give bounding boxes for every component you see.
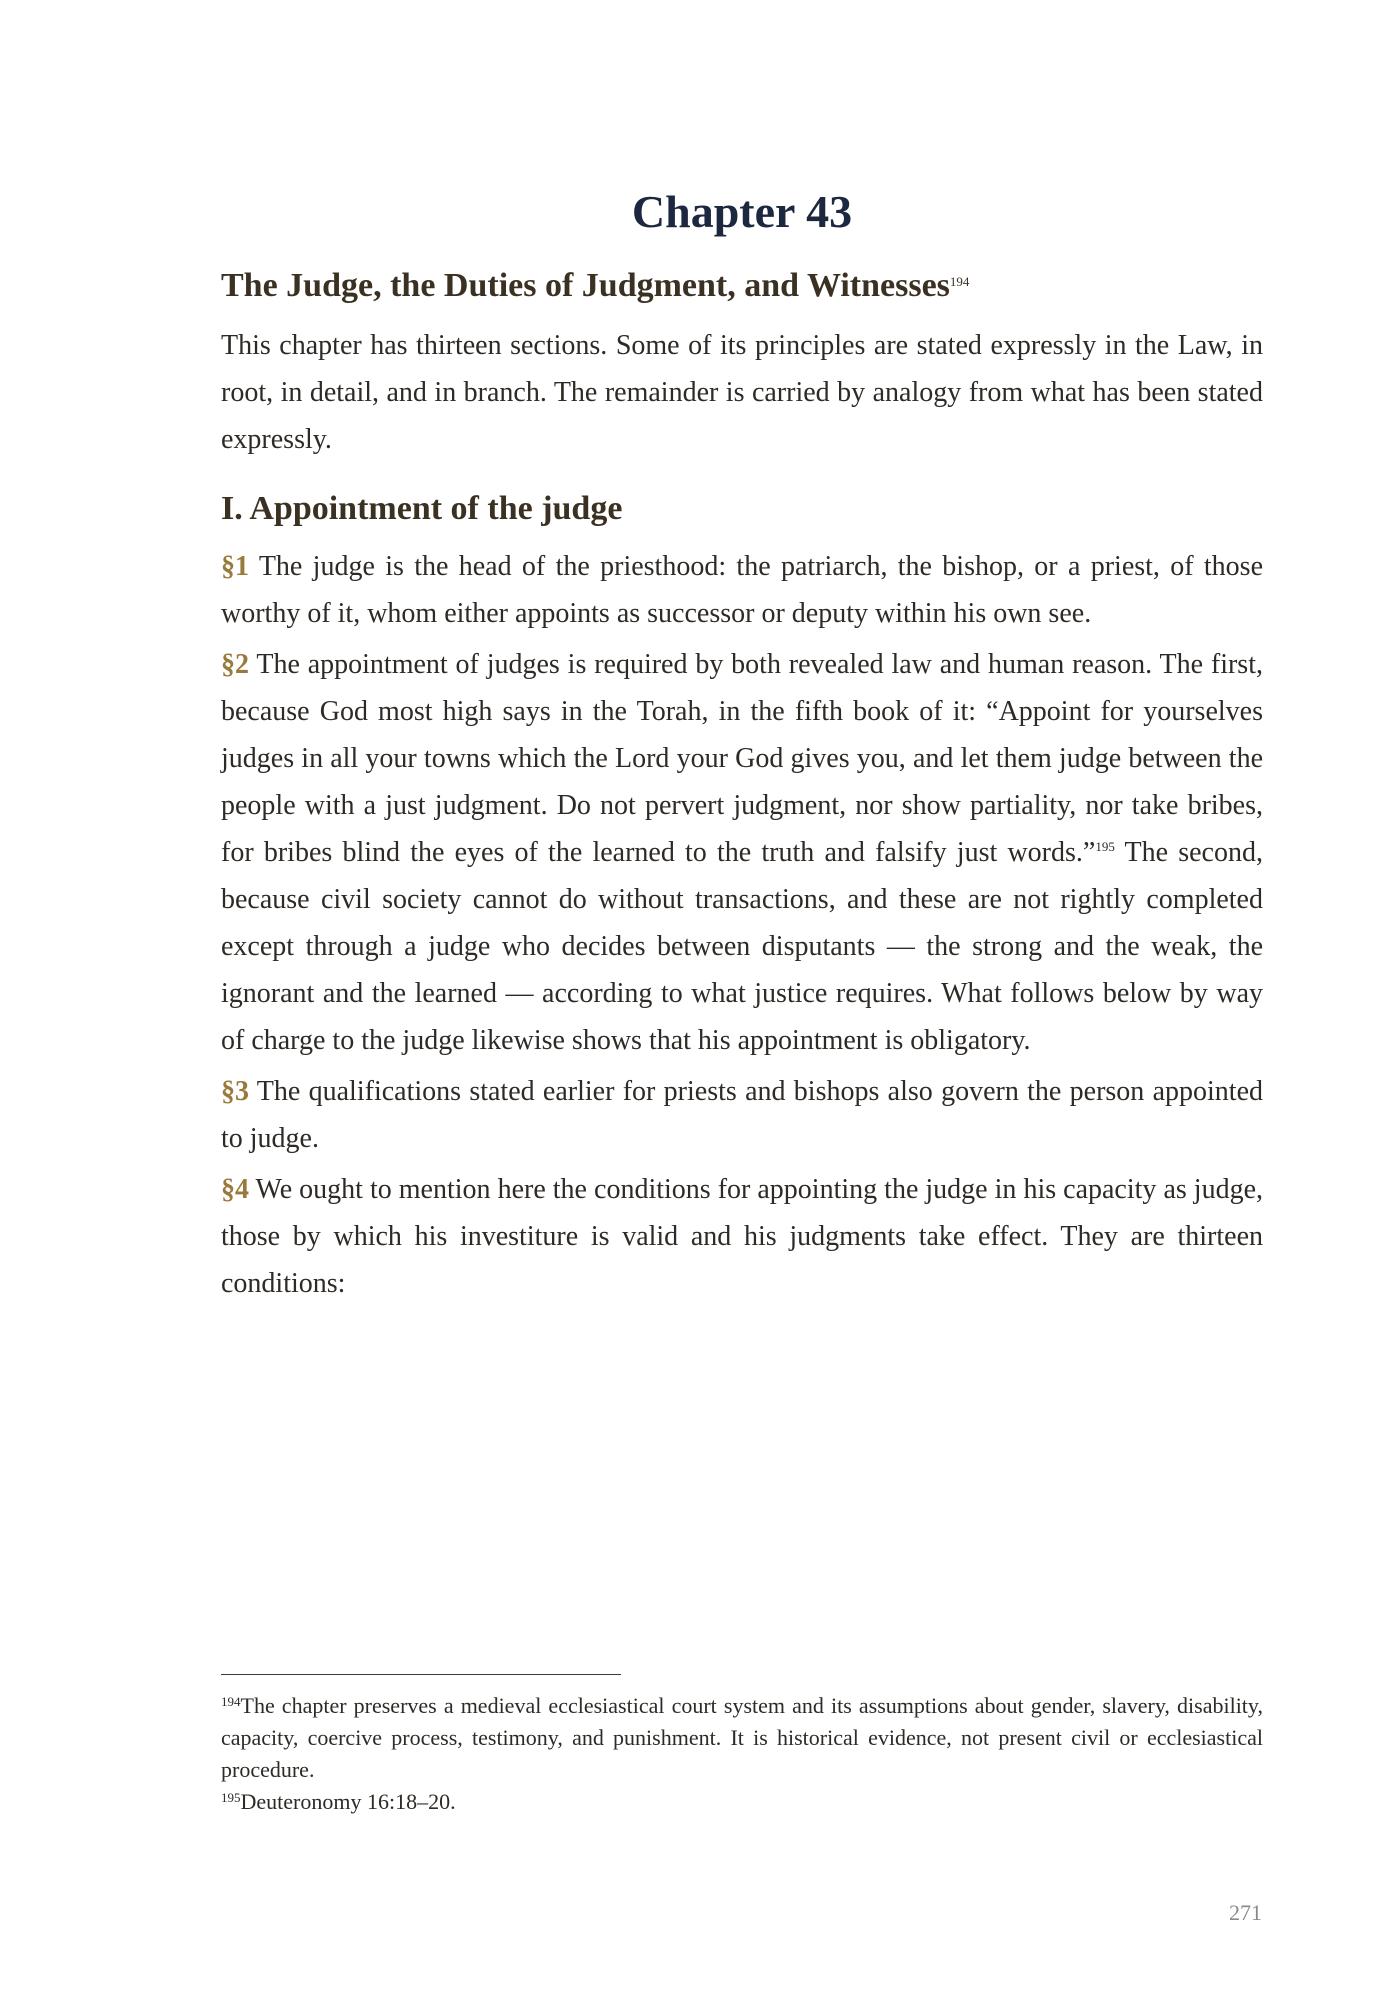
chapter-subtitle: [221, 262, 1263, 310]
paragraph-1: [221, 543, 1263, 637]
footnote-divider: [221, 1674, 621, 1675]
section-heading: I. Appointment of the judge: [221, 490, 623, 527]
footnote-number: 195: [221, 1790, 241, 1805]
section-mark: §4: [221, 1174, 249, 1205]
paragraph-4: [221, 1166, 1263, 1307]
footnote-number: 194: [221, 1694, 241, 1709]
subtitle-text: The Judge, the Duties of Judgment, and Witnesses: [221, 267, 950, 304]
paragraph-text: The appointment of judges is required by both revealed law and human reason. The first, because God most high says in the Torah, in the fifth book of it: “Appoint for yourselves judges in all your towns which the Lord your God gives you, and let them judge between the people with a just judgment. Do not pervert judgment, nor show partiality, nor take bribes, for bribes blind the eyes of the learned to the truth and falsify just words.”: [221, 649, 1263, 868]
section-mark: §2: [221, 649, 249, 680]
page-number: 271: [1229, 1900, 1262, 1925]
footnotes: [221, 1690, 1263, 1818]
section-mark: §1: [221, 551, 249, 582]
paragraph-text: The judge is the head of the priesthood: the patriarch, the bishop, or a priest, of those worthy of it, whom either appoints as successor or deputy within his own see.: [221, 551, 1263, 629]
main-content: [221, 180, 1263, 1311]
section-mark: §3: [221, 1076, 249, 1107]
footnote-195: [221, 1786, 1263, 1818]
footnote-194: [221, 1690, 1263, 1786]
paragraph-3: [221, 1068, 1263, 1162]
footnote-text: The chapter preserves a medieval ecclesiastical court system and its assumptions about gender, slavery, disability, capacity, coercive process, testimony, and punishment. It is historical evidence, not present civil or ecclesiastical procedure.: [221, 1693, 1263, 1782]
paragraph-text: The qualifications stated earlier for priests and bishops also govern the person appointed to judge.: [221, 1076, 1263, 1154]
footnote-text: Deuteronomy 16:18–20.: [240, 1789, 456, 1814]
chapter-title: Chapter 43: [631, 186, 853, 237]
paragraph-text-continued: The second, because civil society cannot do without transactions, and these are not rightly completed except through a judge who decides between disputants — the strong and the weak, the ignorant and the learned — according to what justice requires. What follows below by way of charge to the judge likewise shows that his appointment is obligatory.: [221, 837, 1263, 1056]
intro-paragraph: This chapter has thirteen sections. Some of its principles are stated expressly in the Law, in root, in detail, and in branch. The remainder is carried by analogy from what has been stated expressly.: [221, 330, 1263, 455]
paragraph-2: [221, 641, 1263, 1064]
footnote-ref-194[interactable]: 194: [949, 274, 970, 289]
paragraph-text: We ought to mention here the conditions for appointing the judge in his capacity as judge, those by which his investiture is valid and his judgments take effect. They are thirteen conditions:: [221, 1174, 1263, 1299]
footnote-ref-195[interactable]: 195: [1095, 839, 1115, 854]
